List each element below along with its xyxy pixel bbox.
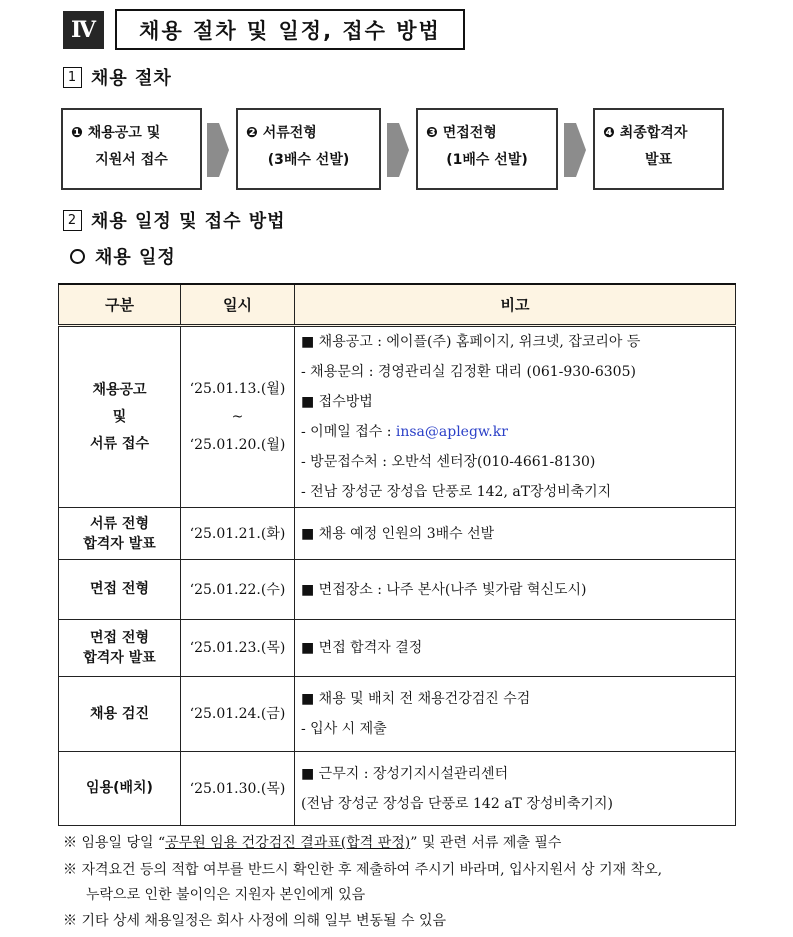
row-date: ‘25.01.22.(수): [181, 560, 295, 620]
header-date: 일시: [181, 284, 295, 326]
arrow-right-icon: [564, 115, 586, 185]
row-date: ‘25.01.30.(목): [181, 752, 295, 826]
footnote-1: ※ 임용일 당일 “공무원 임용 건강검진 결과표(합격 판정)” 및 관련 서류 제출 필수: [63, 835, 562, 851]
table-row: [59, 508, 736, 560]
row-remarks: ■ 근무지 : 장성기지시설관리센터 (전남 장성군 장성읍 단풍로 142 aT 장성비축기지): [295, 752, 736, 826]
table-row: [59, 326, 736, 508]
subsection-number-box: 2: [63, 210, 82, 231]
arrow-right-icon: [207, 115, 229, 185]
row-remarks: ■ 면접 합격자 결정: [295, 620, 736, 677]
footnote-2: ※ 자격요건 등의 적합 여부를 반드시 확인한 후 제출하여 주시기 바라며, 입사지원서 상 기재 착오,: [63, 862, 663, 878]
table-row: [59, 560, 736, 620]
step-label: ❹ 최종합격자: [603, 125, 688, 141]
table-row: [59, 752, 736, 826]
row-category: 채용 검진: [59, 677, 181, 752]
row-date: ‘25.01.23.(목): [181, 620, 295, 677]
subsection-number-box: 1: [63, 67, 82, 88]
step-label: ❷ 서류전형: [246, 125, 317, 141]
subsection-schedule-heading: [70, 243, 176, 269]
subsection-procedure: [63, 64, 172, 90]
arrow-right-icon: [387, 115, 409, 185]
circle-bullet-icon: [70, 249, 85, 264]
subsection-title: 채용 절차: [91, 68, 172, 89]
table-row: [59, 620, 736, 677]
row-date: ‘25.01.13.(월) ~ ‘25.01.20.(월): [181, 326, 295, 508]
row-date: ‘25.01.24.(금): [181, 677, 295, 752]
step-label: ❶ 채용공고 및: [71, 125, 161, 141]
step-sublabel: 지원서 접수: [95, 152, 168, 168]
step-sublabel: (1배수 선발): [446, 152, 528, 168]
row-category: 면접 전형 합격자 발표: [59, 620, 181, 677]
header-category: 구분: [59, 284, 181, 326]
section-title: 채용 절차 및 일정, 접수 방법: [115, 9, 465, 50]
process-step-3: [416, 108, 558, 190]
footnote-3: ※ 기타 상세 채용일정은 회사 사정에 의해 일부 변동될 수 있음: [63, 913, 447, 929]
process-step-2: [236, 108, 381, 190]
row-category: 면접 전형: [59, 560, 181, 620]
subsection-title: 채용 일정 및 접수 방법: [91, 211, 286, 232]
row-category: 서류 전형 합격자 발표: [59, 508, 181, 560]
row-date: ‘25.01.21.(화): [181, 508, 295, 560]
process-step-4: [593, 108, 724, 190]
section-numeral: Ⅳ: [63, 11, 104, 49]
row-category: 임용(배치): [59, 752, 181, 826]
row-remarks: ■ 채용 및 배치 전 채용건강검진 수검 - 입사 시 제출: [295, 677, 736, 752]
step-sublabel: 발표: [644, 152, 673, 168]
subsection-title: 채용 일정: [95, 247, 176, 268]
row-category: 채용공고 및 서류 접수: [59, 326, 181, 508]
step-label: ❸ 면접전형: [426, 125, 497, 141]
process-step-1: [61, 108, 202, 190]
table-row: [59, 677, 736, 752]
row-remarks: ■ 채용공고 : 에이플(주) 홈페이지, 위크넷, 잡코리아 등 - 채용문의 : 경영관리실 김정환 대리 (061-930-6305) ■ 접수방법 - 이메일 접수 : insa@aplegw.kr - 방문접수처 : 오반석 센터장(010-4661-8130) - 전남 장성군 장성읍 단풍로 142, aT장성비축기지: [295, 326, 736, 508]
table-header-row: [59, 284, 736, 326]
row-remarks: ■ 면접장소 : 나주 본사(나주 빛가람 혁신도시): [295, 560, 736, 620]
email-link[interactable]: insa@aplegw.kr: [395, 424, 508, 440]
step-sublabel: (3배수 선발): [267, 152, 350, 168]
row-remarks: ■ 채용 예정 인원의 3배수 선발: [295, 508, 736, 560]
subsection-schedule: [63, 207, 286, 233]
schedule-table: [58, 283, 736, 826]
footnote-2-cont: 누락으로 인한 불이익은 지원자 본인에게 있음: [86, 887, 366, 903]
header-remarks: 비고: [295, 284, 736, 326]
